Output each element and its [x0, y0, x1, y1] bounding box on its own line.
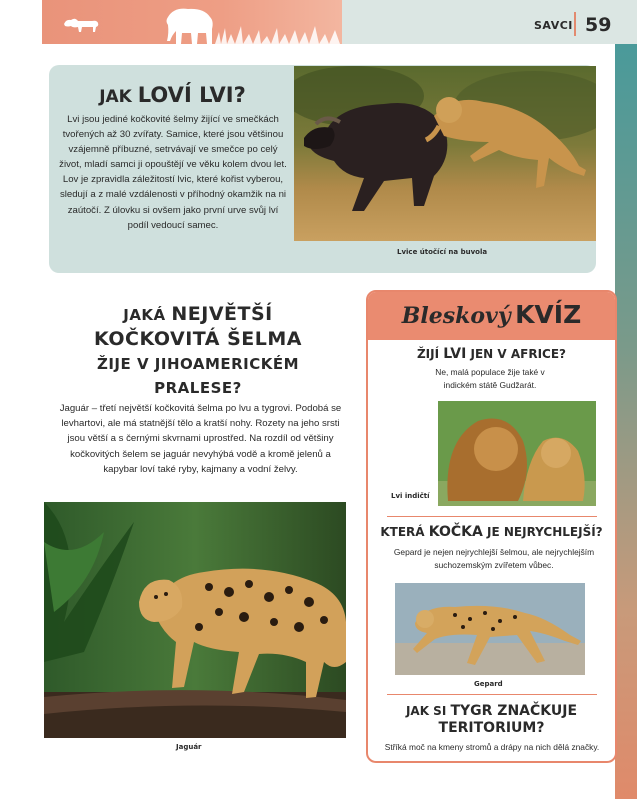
lions-text: Lvi jsou jediné kočkovité šelmy žijící ve smečkách tvořených až 30 zvířaty. Samice, které jsou většinou vzájemně příbuzné, setrvávají ve smečce po celý život, mladí samci ji opouštějí ve věku kolem dvou let. Lov je zpravidla záležitostí lvic, které kořist vyberou, sledují a z malé vzdálenosti v příhodný okamžik na ni zaútočí. Z úlovku si ovšem jako první urve svůj lví podíl vedoucí samec. [59, 114, 287, 231]
q2-big: KOČKA [428, 524, 483, 540]
q3-big: TYGR ZNAČKUJE [450, 703, 578, 719]
quiz-answer-1: Ne, malá populace žije také v indickém státě Gudžarát. [435, 367, 545, 390]
lion-icon [62, 15, 100, 33]
q1-rest: JEN V AFRICE? [466, 347, 566, 361]
asiatic-lions-photo [438, 401, 596, 506]
jaguar-heading-l1-small: JAKÁ [123, 306, 172, 324]
lions-heading-small: JAK [99, 87, 138, 107]
quiz-separator-1 [387, 516, 597, 517]
q2-rest: JE NEJRYCHLEJŠÍ? [482, 525, 603, 539]
quiz-title [368, 300, 615, 329]
jaguar-heading-l2: KOČKOVITÁ ŠELMA [94, 328, 302, 350]
elephant-icon [160, 5, 220, 45]
q1-small: ŽIJÍ [416, 347, 444, 361]
quiz-separator-2 [387, 694, 597, 695]
jaguar-caption: Jaguár [176, 743, 202, 751]
quiz-question-1 [368, 346, 615, 362]
lions-heading-big: LOVÍ LVI? [137, 83, 246, 107]
jaguar-photo [44, 502, 346, 738]
page-edge-strip [615, 44, 637, 799]
cheetah-caption: Gepard [474, 680, 503, 688]
header-divider [574, 12, 576, 36]
cheetah-photo [395, 583, 585, 675]
grass-decoration [215, 20, 340, 44]
quiz-title-script: Bleskový [401, 303, 511, 329]
jaguar-heading [48, 302, 348, 400]
q1-big: LVI [443, 346, 467, 362]
quiz-answer-3: Stříká moč na kmeny stromů a drápy na nich dělá značky. [384, 742, 600, 752]
quiz-title-bold: KVÍZ [515, 300, 582, 329]
jaguar-heading-l3: ŽIJE V JIHOAMERICKÉM [96, 355, 300, 373]
q3-line2: TERITORIUM? [438, 720, 545, 736]
jaguar-heading-l1-big: NEJVĚTŠÍ [171, 303, 273, 325]
jaguar-heading-l4: PRALESE? [154, 379, 242, 397]
quiz-answer-2: Gepard je nejen nejrychlejší šelmou, ale nejrychlejším suchozemským zvířetem vůbec. [393, 547, 595, 570]
lioness-buffalo-photo [294, 66, 596, 241]
page-number: 59 [585, 14, 612, 36]
section-label: SAVCI [534, 19, 573, 32]
lions-photo-caption: Lvi indičtí [391, 492, 430, 500]
q2-small: KTERÁ [380, 525, 429, 539]
quiz-question-3 [368, 703, 615, 737]
lions-heading [50, 83, 295, 107]
jaguar-text: Jaguár – třetí největší kočkovitá šelma po lvu a tygrovi. Podobá se levhartovi, ale má statnější tělo a kratší nohy. Rozety na jeho srsti jsou větší a s černými skvrnami uprostřed. Na rozdíl od většiny kočkovitých šelem se jaguár nevyhýbá vodě a kromě jelenů a kapybar loví také ryby, kajmany a vodní želvy. [59, 403, 342, 475]
q3-small: JAK SI [405, 704, 451, 718]
quiz-question-2 [368, 524, 615, 540]
buffalo-caption: Lvice útočící na buvola [397, 248, 488, 256]
